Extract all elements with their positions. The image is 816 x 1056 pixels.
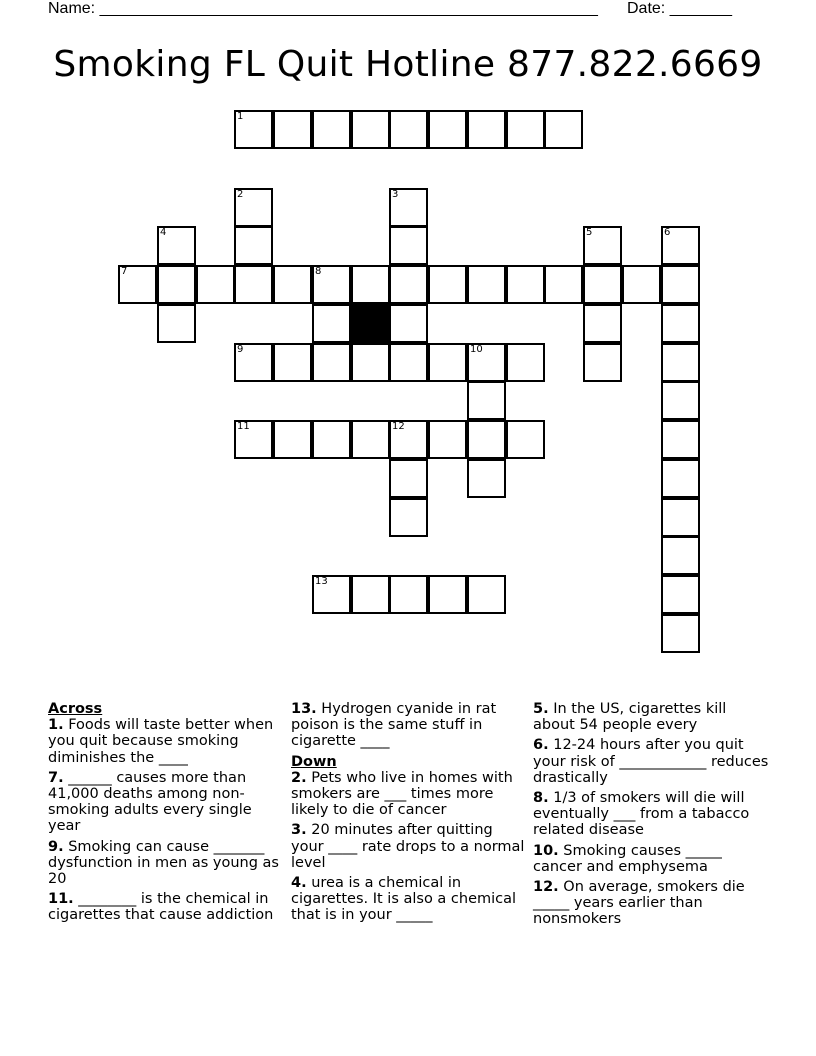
clue-down-3 xyxy=(291,822,529,871)
clue-number-label: 13 xyxy=(315,576,328,587)
crossword-cell[interactable] xyxy=(467,381,506,420)
clue-number-label: 9 xyxy=(237,344,244,355)
across-heading: Across xyxy=(48,701,103,717)
crossword-cell[interactable] xyxy=(273,265,312,304)
crossword-cell[interactable] xyxy=(428,343,467,382)
clue-number-label: 10 xyxy=(470,344,483,355)
clue-number: 4. xyxy=(291,875,307,892)
clue-down-5 xyxy=(533,701,771,733)
clue-number-label: 7 xyxy=(121,266,128,277)
clue-across-9 xyxy=(48,839,286,888)
clue-text: ________ is the chemical in cigarettes that cause addiction xyxy=(48,891,274,924)
crossword-cell[interactable] xyxy=(661,498,700,537)
clue-across-1 xyxy=(48,717,286,766)
clue-number-label: 4 xyxy=(160,227,167,238)
crossword-cell[interactable] xyxy=(467,420,506,459)
clue-text: 12-24 hours after you quit your risk of ____________ reduces drastically xyxy=(533,737,769,786)
clue-number-label: 2 xyxy=(237,189,244,200)
clue-number-label: 6 xyxy=(664,227,671,238)
clue-text: urea is a chemical in cigarettes. It is also a chemical that is in your _____ xyxy=(291,875,517,924)
crossword-cell[interactable] xyxy=(389,304,428,343)
crossword-cell[interactable] xyxy=(273,110,312,149)
crossword-cell[interactable] xyxy=(273,343,312,382)
crossword-cell[interactable] xyxy=(389,226,428,265)
crossword-cell[interactable] xyxy=(312,420,351,459)
crossword-cell[interactable] xyxy=(661,614,700,653)
crossword-cell[interactable] xyxy=(661,381,700,420)
clues-column-1 xyxy=(48,701,286,928)
clue-number: 3. xyxy=(291,822,307,839)
clue-number-label: 12 xyxy=(392,421,405,432)
crossword-cell[interactable] xyxy=(467,459,506,498)
clue-text: ______ causes more than 41,000 deaths among non-smoking adults every single year xyxy=(48,769,252,835)
crossword-cell[interactable] xyxy=(467,110,506,149)
crossword-cell[interactable] xyxy=(389,459,428,498)
crossword-cell[interactable] xyxy=(389,575,428,614)
crossword-cell[interactable] xyxy=(312,265,351,304)
crossword-cell[interactable] xyxy=(506,265,545,304)
clue-text: On average, smokers die _____ years earlier than nonsmokers xyxy=(533,879,745,928)
crossword-cell[interactable] xyxy=(661,420,700,459)
clues-column-2 xyxy=(291,701,529,928)
clue-number: 10. xyxy=(533,842,559,859)
clue-down-6 xyxy=(533,737,771,786)
clue-number: 12. xyxy=(533,879,559,896)
down-heading: Down xyxy=(291,753,337,770)
crossword-cell[interactable] xyxy=(661,226,700,265)
crossword-cell[interactable] xyxy=(234,110,273,149)
crossword-cell[interactable] xyxy=(157,226,196,265)
crossword-cell[interactable] xyxy=(622,265,661,304)
crossword-cell[interactable] xyxy=(389,343,428,382)
crossword-cell[interactable] xyxy=(312,110,351,149)
crossword-cell[interactable] xyxy=(312,304,351,343)
clue-number-label: 1 xyxy=(237,111,244,122)
clue-number: 6. xyxy=(533,737,549,754)
clues-column-3 xyxy=(533,701,771,932)
page-title: Smoking FL Quit Hotline 877.822.6669 xyxy=(53,44,763,85)
crossword-cell[interactable] xyxy=(506,110,545,149)
crossword-cell[interactable] xyxy=(351,265,390,304)
clue-down-10 xyxy=(533,843,771,875)
crossword-cell[interactable] xyxy=(234,226,273,265)
clue-number: 2. xyxy=(291,769,307,786)
crossword-cell[interactable] xyxy=(234,343,273,382)
clue-down-4 xyxy=(291,875,529,924)
crossword-cell[interactable] xyxy=(506,343,545,382)
clue-text: Foods will taste better when you quit because smoking diminishes the ____ xyxy=(48,717,274,766)
clue-across-7 xyxy=(48,770,286,835)
crossword-cell[interactable] xyxy=(157,304,196,343)
clue-down-2 xyxy=(291,770,529,819)
crossword-cell[interactable] xyxy=(583,304,622,343)
crossword-cell[interactable] xyxy=(661,575,700,614)
crossword-cell[interactable] xyxy=(544,265,583,304)
clue-number-label: 11 xyxy=(237,421,250,432)
name-field-label: Name: ________________________________________________________ xyxy=(48,0,598,17)
clue-text: 20 minutes after quitting your ____ rate drops to a normal level xyxy=(291,822,525,871)
crossword-cell[interactable] xyxy=(157,265,196,304)
clue-number: 13. xyxy=(291,701,317,717)
clue-down-12 xyxy=(533,879,771,928)
crossword-cell[interactable] xyxy=(389,498,428,537)
clue-across-11 xyxy=(48,891,286,923)
crossword-cell[interactable] xyxy=(583,226,622,265)
clue-text: Hydrogen cyanide in rat poison is the same stuff in cigarette ____ xyxy=(291,701,497,750)
crossword-cell[interactable] xyxy=(312,575,351,614)
crossword-cell[interactable] xyxy=(583,265,622,304)
clue-number: 8. xyxy=(533,790,549,807)
crossword-cell[interactable] xyxy=(351,110,390,149)
crossword-cell[interactable] xyxy=(312,343,351,382)
clue-number-label: 5 xyxy=(586,227,593,238)
crossword-cell[interactable] xyxy=(661,265,700,304)
crossword-cell[interactable] xyxy=(196,265,235,304)
crossword-block xyxy=(351,304,390,343)
crossword-cell[interactable] xyxy=(428,575,467,614)
clue-across-13 xyxy=(291,701,529,750)
crossword-cell[interactable] xyxy=(428,265,467,304)
clue-number: 5. xyxy=(533,701,549,717)
crossword-cell[interactable] xyxy=(661,536,700,575)
crossword-cell[interactable] xyxy=(273,420,312,459)
crossword-cell[interactable] xyxy=(583,343,622,382)
crossword-cell[interactable] xyxy=(506,420,545,459)
crossword-cell[interactable] xyxy=(661,459,700,498)
crossword-cell[interactable] xyxy=(467,575,506,614)
clue-text: Smoking causes _____ cancer and emphysema xyxy=(533,842,722,875)
crossword-cell[interactable] xyxy=(428,420,467,459)
crossword-cell[interactable] xyxy=(234,188,273,227)
crossword-cell[interactable] xyxy=(234,420,273,459)
crossword-cell[interactable] xyxy=(467,265,506,304)
crossword-cell[interactable] xyxy=(234,265,273,304)
crossword-cell[interactable] xyxy=(389,110,428,149)
date-field-label: Date: _______ xyxy=(627,0,732,17)
clue-number: 1. xyxy=(48,717,64,734)
crossword-cell[interactable] xyxy=(389,265,428,304)
clue-text: Smoking can cause _______ dysfunction in men as young as 20 xyxy=(48,838,279,888)
clue-down-8 xyxy=(533,790,771,839)
crossword-cell[interactable] xyxy=(351,420,390,459)
crossword-cell[interactable] xyxy=(661,304,700,343)
crossword-cell[interactable] xyxy=(428,110,467,149)
clue-number-label: 8 xyxy=(315,266,322,277)
crossword-cell[interactable] xyxy=(544,110,583,149)
clue-number: 11. xyxy=(48,891,74,908)
clue-number: 9. xyxy=(48,838,64,855)
crossword-cell[interactable] xyxy=(389,188,428,227)
clue-text: In the US, cigarettes kill about 54 people every xyxy=(533,701,727,734)
clue-text: 1/3 of smokers will die will eventually ___ from a tabacco related disease xyxy=(533,790,750,839)
clue-text: Pets who live in homes with smokers are ___ times more likely to die of cancer xyxy=(291,769,513,819)
crossword-cell[interactable] xyxy=(351,575,390,614)
crossword-cell[interactable] xyxy=(389,420,428,459)
crossword-cell[interactable] xyxy=(467,343,506,382)
crossword-cell[interactable] xyxy=(661,343,700,382)
crossword-cell[interactable] xyxy=(351,343,390,382)
clue-number: 7. xyxy=(48,769,64,786)
clue-number-label: 3 xyxy=(392,189,399,200)
crossword-cell[interactable] xyxy=(118,265,157,304)
